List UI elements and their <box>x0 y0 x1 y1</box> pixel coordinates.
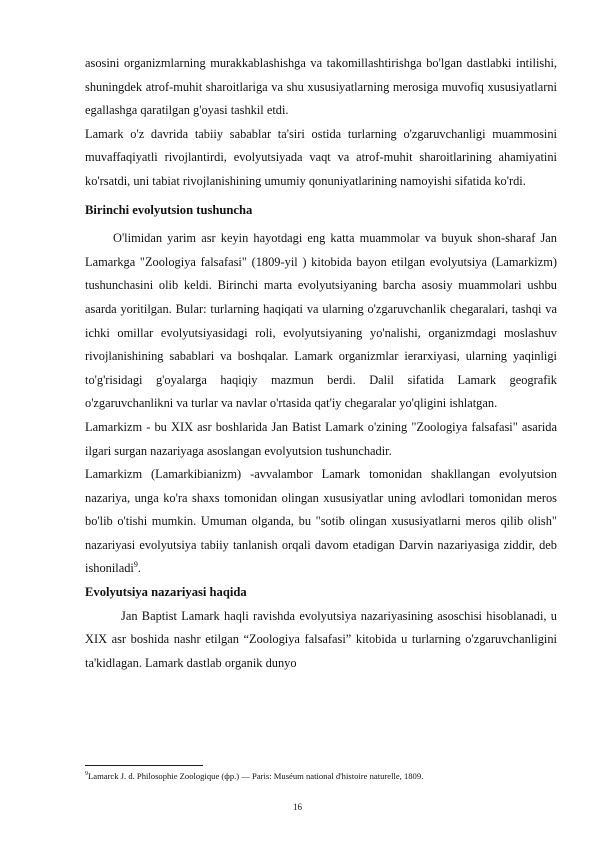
paragraph: O'limidan yarim asr keyin hayotdagi eng katta muammolar va buyuk shon-sharaf Jan Lamarkga "Zoologiya falsafasi" (1809-yil ) kitobida bayon etilgan evolyutsiya (Lamarkizm) tushunchasini olib keldi. Birinchi marta evolyutsiyaning barcha asosiy muammolari ushbu asarda yoritilgan. Bular: turlarning haqiqati va ularning o'zgaruvchanlik chegaralari, tashqi va ichki omillar evolyutsiyasidagi roli, evolyutsiyaning yo'nalishi, organizmdagi moslashuv rivojlanishining sabablari va boshqalar. Lamark organizmlar ierarxiyasi, ularning yaqinligi to'g'risidagi g'oyalarga haqiqiy mazmun berdi. Dalil sifatida Lamark geografik o'zgaruvchanlikni va turlar va navlar o'rtasida qat'iy chegaralar yo'qligini ishlatgan. <box>85 231 557 411</box>
page-body <box>85 52 557 675</box>
footnote <box>85 768 555 782</box>
paragraph <box>85 463 557 581</box>
page-number: 16 <box>293 802 302 812</box>
footnote-divider <box>85 765 203 766</box>
paragraph-end: . <box>137 561 141 576</box>
footnote-reference[interactable]: 9 <box>133 560 138 570</box>
paragraph: Lamarkizm - bu XIX asr boshlarida Jan Batist Lamark o'zining "Zoologiya falsafasi" asarida ilgari surgan nazariyaga asoslangan evolyutsion tushunchadir. <box>85 419 557 458</box>
paragraph: Jan Baptist Lamark haqli ravishda evolyutsiya nazariyasining asoschisi hisoblanadi, u XIX asr boshida nashr etilgan “Zoologiya falsafasi” kitobida u turlarning o'zgaruvchanligini ta'kidlagan. Lamark dastlab organik dunyo <box>85 608 557 670</box>
footnote-number: 9 <box>85 771 88 777</box>
section-heading: Evolyutsiya nazariyasi haqida <box>85 585 247 600</box>
paragraph: Lamark o'z davrida tabiiy sabablar ta'siri ostida turlarning o'zgaruvchanligi muammosini muvaffaqiyatli rivojlantirdi, evolyutsiyada vaqt va atrof-muhit sharoitlarining ahamiyatini ko'rsatdi, uni tabiat rivojlanishining umumiy qonuniyatlarining namoyishi sifatida ko'rdi. <box>85 126 557 188</box>
footnote-text: Lamarck J. d. Philosophie Zoologique (фр.) — Paris: Muséum national d'histoire naturelle, 1809. <box>88 770 424 781</box>
paragraph: asosini organizmlarning murakkablashishga va takomillashtirishga bo'lgan dastlabki intilishi, shuningdek atrof-muhit sharoitlariga va shu xususiyatlarning merosiga muvofiq xususiyatlarni egallashga qaratilgan g'oyasi tashkil etdi. <box>85 56 557 118</box>
paragraph-text: Lamarkizm (Lamarkibianizm) -avvalambor Lamark tomonidan shakllangan evolyutsion nazariya, unga ko'ra shaxs tomonidan olingan xususiyatlar uning avlodlari tomonidan meros bo'lib o'tishi mumkin. Umuman olganda, bu "sotib olingan xususiyatlarni meros qilib olish" nazariyasi evolyutsiya tabiiy tanlanish orqali davom etadigan Darvin nazariyasiga ziddir, deb ishoniladi <box>85 467 557 576</box>
section-heading: Birinchi evolyutsion tushuncha <box>85 202 253 217</box>
